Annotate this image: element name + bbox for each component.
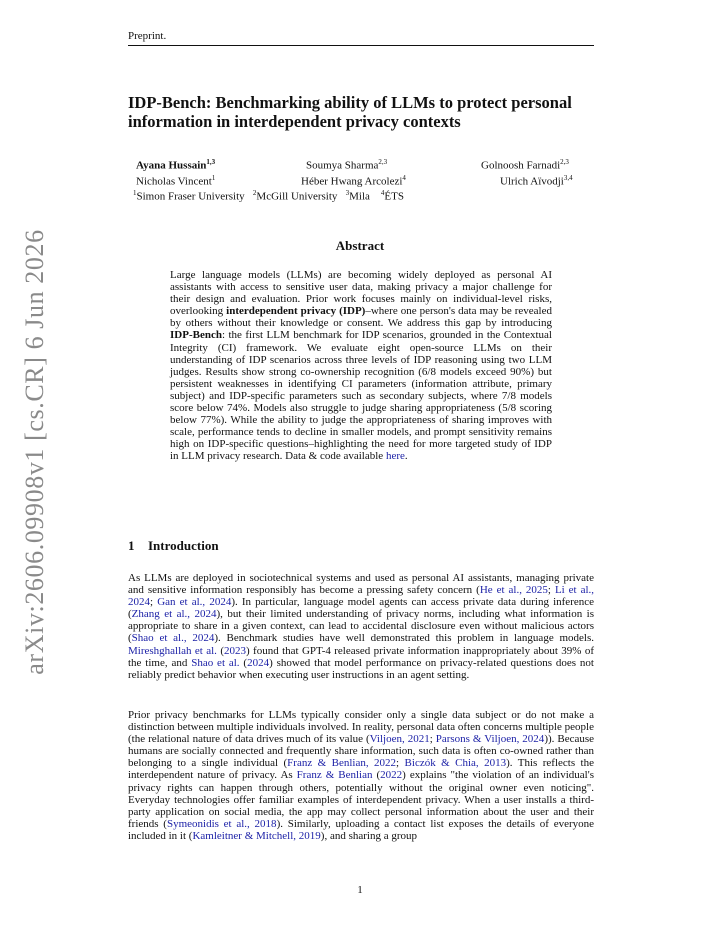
citation-link[interactable]: He et al., 2025 (479, 584, 548, 597)
author-affil-sup: 2,3 (560, 158, 569, 166)
author-name: Nicholas Vincent (136, 175, 212, 188)
affil-sup: 1 (133, 189, 137, 197)
body-text: ( (216, 644, 224, 657)
author-2 (306, 158, 387, 172)
author-name: Soumya Sharma (306, 159, 379, 172)
abstract-term-benchmark: IDP-Bench (170, 329, 222, 342)
intro-paragraph-1 (128, 572, 594, 681)
body-text: ), and sharing a group (320, 829, 418, 842)
author-name: Ayana Hussain (136, 159, 207, 172)
author-name: Ulrich Aïvodji (500, 175, 564, 188)
arxiv-stamp: arXiv:2606.09908v1 [cs.CR] 6 Jun 2026 (20, 229, 49, 675)
section-title: Introduction (148, 538, 219, 553)
author-1 (136, 158, 215, 172)
affil-name: Simon Fraser University (136, 190, 245, 203)
section-heading-introduction (128, 538, 219, 554)
section-number: 1 (128, 538, 135, 553)
body-text: As LLMs are deployed in sociotechnical systems and used as personal AI assistants, managing private and sensitive information responsibly has become a pressing safety concern ( (128, 572, 594, 597)
author-4 (136, 174, 215, 188)
citation-link[interactable]: Mireshghallah et al. (128, 644, 217, 657)
body-text: ; (396, 757, 405, 770)
citation-link[interactable]: Viljoen, 2021 (369, 733, 430, 746)
page-number: 1 (357, 884, 363, 896)
abstract-text: Large language models (LLMs) are becoming widely deployed as personal AI assistants with access to sensitive user data, making privacy a major challenge for their design and evaluation. Prior work focuses mainly on individual-level risks, overlooking (170, 269, 552, 318)
body-text: ( (372, 769, 381, 782)
citation-link[interactable]: Kamleitner & Mitchell, 2019 (192, 829, 321, 842)
citation-link[interactable]: Biczók & Chia, 2013 (404, 757, 507, 770)
body-text: ). This reflects the interdependent nature of privacy. As (128, 757, 594, 782)
author-5 (301, 174, 406, 188)
author-name: Golnoosh Farnadi (481, 159, 561, 172)
author-affil-sup: 3,4 (563, 174, 573, 182)
author-name: Héber Hwang Arcolezi (301, 175, 403, 188)
citation-link[interactable]: 2023 (223, 644, 246, 657)
citation-link[interactable]: Shao et al. (191, 656, 240, 669)
author-affil-sup: 2,3 (378, 158, 388, 166)
author-3 (481, 158, 569, 172)
citation-link[interactable]: 2022 (380, 769, 403, 782)
affil-sup: 4 (380, 189, 385, 197)
author-affil-sup: 4 (402, 174, 406, 182)
abstract-heading: Abstract (335, 238, 385, 253)
citation-link[interactable]: Franz & Benlian, 2022 (287, 757, 397, 770)
intro-paragraph-2 (128, 709, 594, 842)
affil-sup: 3 (345, 189, 350, 197)
running-header: Preprint. (128, 30, 167, 42)
body-text: ; (150, 596, 158, 609)
body-text: ; (429, 733, 436, 746)
citation-link[interactable]: Gan et al., 2024 (157, 596, 232, 609)
body-text: ; (547, 584, 555, 597)
citation-link[interactable]: Symeonidis et al., 2018 (166, 817, 277, 830)
body-text: ), but their limited understanding of privacy norms, including what information is appropriate to share in a given context, can lead to accidental disclosure even without malicious actors ( (128, 608, 594, 645)
citation-link[interactable]: Shao et al., 2024 (131, 632, 215, 645)
abstract-text: : the first LLM benchmark for IDP scenarios, grounded in the Contextual Integrity (CI) framework. We evaluate eight open-source LLMs on their understanding of IDP scenarios across three levels of IDP reasoning using two LLM judges. Results show strong co-ownership recognition (6/8 models exceed 90%) but persistent weaknesses in identifying CI parameters (information attribute, primary subject) and IDP-specific parameters such as secondary subjects, where 7/8 models score below 74%. Models also struggle to judge sharing appropriateness (5/8 scoring below 77%). While the ability to judge the appropriateness of sharing improves with scale, performance tends to decline in smaller models, and prompt sensitivity remains high on IDP-specific questions–highlighting the need for more targeted study of IDP in LLM privacy research. Data & code available (170, 329, 552, 463)
header-rule (128, 45, 594, 46)
abstract-body (170, 269, 552, 463)
citation-link[interactable]: Franz & Benlian (296, 769, 373, 782)
abstract-text: –where one person's data may be revealed by others without their knowledge or consent. We address this gap by introducing (170, 305, 552, 330)
body-text: ( (239, 656, 248, 669)
data-code-link[interactable]: here (385, 450, 405, 463)
body-text: ) explains "the violation of an individual's privacy rights can happen through others, potentially without the original owner even noticing". Everyday technologies offer familiar examples of interdependent privacy. When a user installs a third-party application on social media, the app may collect personal information about the user and their friends ( (128, 769, 594, 830)
body-text: Prior privacy benchmarks for LLMs typically consider only a single data subject or do not make a distinction between multiple individuals involved. In reality, personal data often concerns multiple people (the relational nature of data drives much of its value ( (128, 709, 594, 746)
affiliations (133, 189, 404, 203)
citation-link[interactable]: Parsons & Viljoen, 2024 (435, 733, 545, 746)
paper-title: IDP-Bench: Benchmarking ability of LLMs to protect personal information in interdependent privacy contexts (128, 93, 572, 131)
abstract-text: . (404, 450, 408, 463)
affil-name: Mila (349, 190, 370, 203)
citation-link[interactable]: 2024 (247, 656, 270, 669)
affil-sup: 2 (252, 189, 257, 197)
citation-link[interactable]: Li et al., 2024 (128, 584, 595, 609)
author-affil-sup: 1 (211, 174, 216, 182)
author-6 (500, 174, 573, 188)
affil-name: ÉTS (384, 190, 404, 203)
body-text: ). In particular, language model agents can access private data during inference ( (128, 596, 595, 621)
abstract-term-idp: interdependent privacy (IDP) (226, 305, 366, 318)
body-text: ) showed that model performance on privacy-related questions does not reliably predict behavior when executing user instructions in an agent setting. (128, 656, 594, 681)
body-text: ) found that GPT-4 released private information inappropriately about 39% of the time, and (128, 644, 594, 669)
affil-name: McGill University (256, 190, 338, 203)
body-text: )). Because humans are socially connected and frequently share information, such data is often co-owned rather than belonging to a single individual ( (128, 733, 595, 770)
author-affil-sup: 1,3 (206, 158, 216, 166)
body-text: ). Similarly, uploading a contact list exposes the details of everyone included in it ( (128, 817, 595, 842)
body-text: ). Benchmark studies have well demonstrated this problem in language models. (214, 632, 594, 645)
citation-link[interactable]: Zhang et al., 2024 (131, 608, 217, 621)
